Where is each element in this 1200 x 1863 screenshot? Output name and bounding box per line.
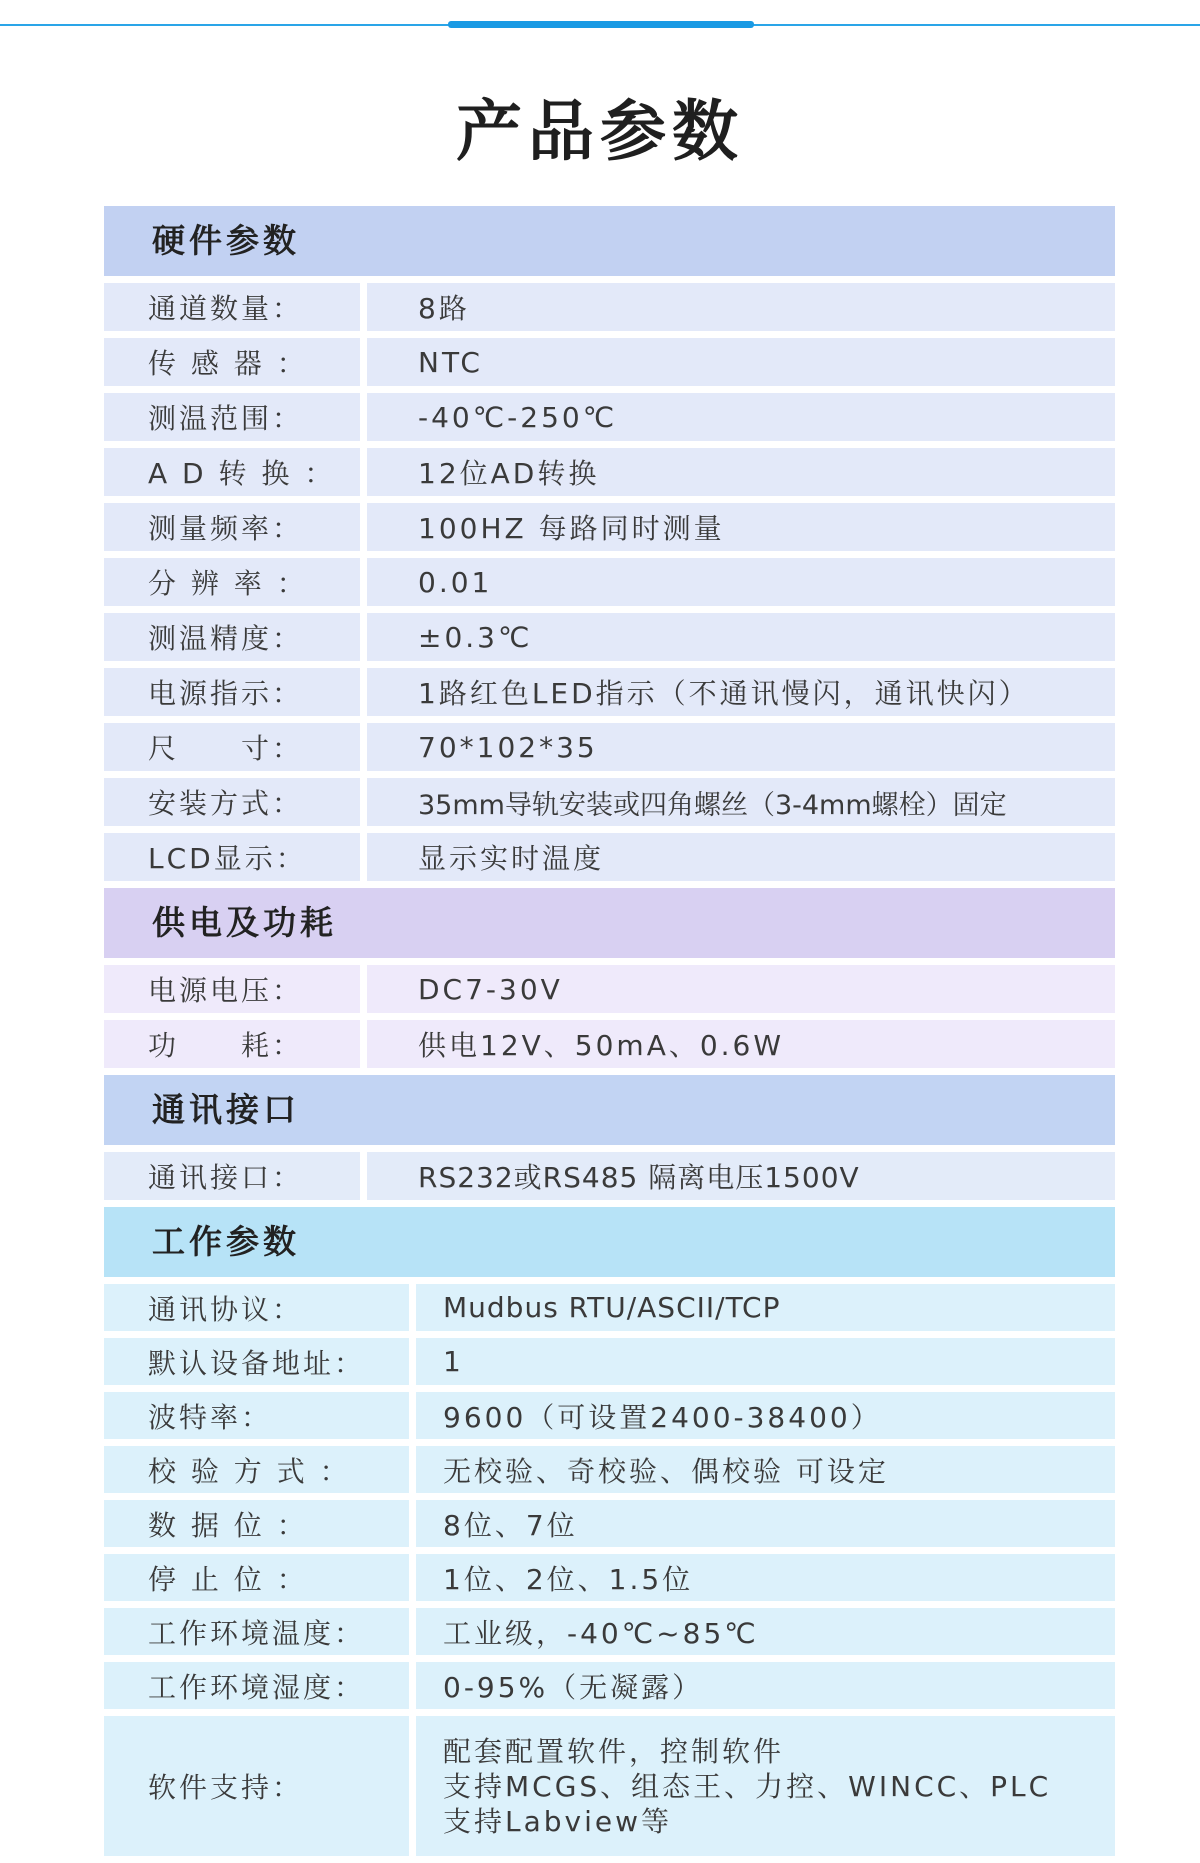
row-value: 显示实时温度	[367, 833, 1115, 881]
table-row	[104, 613, 1115, 661]
row-value: 8位、7位	[416, 1500, 1115, 1547]
row-label: 尺 寸：	[104, 723, 360, 771]
table-row	[104, 1500, 1115, 1547]
table-row	[104, 283, 1115, 331]
section-title: 工作参数	[104, 1207, 1115, 1277]
table-row	[104, 1338, 1115, 1385]
table-row	[104, 668, 1115, 716]
row-label: LCD显示：	[104, 833, 360, 881]
row-value: DC7-30V	[367, 965, 1115, 1013]
row-label: 默认设备地址：	[104, 1338, 409, 1385]
row-label: 通讯接口：	[104, 1152, 360, 1200]
section-title: 通讯接口	[104, 1075, 1115, 1145]
row-value: 0-95%（无凝露）	[416, 1662, 1115, 1709]
section-power	[104, 888, 1115, 1068]
table-row	[104, 1662, 1115, 1709]
row-value: 12位AD转换	[367, 448, 1115, 496]
row-value: Mudbus RTU/ASCII/TCP	[416, 1284, 1115, 1331]
row-label: 工作环境湿度：	[104, 1662, 409, 1709]
software-support-value	[416, 1716, 1115, 1856]
row-label: 测温精度：	[104, 613, 360, 661]
row-value: 8路	[367, 283, 1115, 331]
row-label: 传 感 器 ：	[104, 338, 360, 386]
row-label: 功 耗：	[104, 1020, 360, 1068]
section-title: 硬件参数	[104, 206, 1115, 276]
row-value: 100HZ 每路同时测量	[367, 503, 1115, 551]
row-label: 通道数量：	[104, 283, 360, 331]
table-row	[104, 965, 1115, 1013]
spec-table	[104, 206, 1115, 1863]
section-hardware	[104, 206, 1115, 881]
row-value: 70*102*35	[367, 723, 1115, 771]
row-label: 停 止 位 ：	[104, 1554, 409, 1601]
row-label: 测温范围：	[104, 393, 360, 441]
row-label: 数 据 位 ：	[104, 1500, 409, 1547]
section-title: 供电及功耗	[104, 888, 1115, 958]
table-row	[104, 448, 1115, 496]
software-line: 配套配置软件，控制软件	[443, 1734, 785, 1768]
table-row	[104, 1284, 1115, 1331]
table-row	[104, 778, 1115, 826]
table-row	[104, 1446, 1115, 1493]
row-value: 1路红色LED指示（不通讯慢闪，通讯快闪）	[367, 668, 1115, 716]
table-row	[104, 503, 1115, 551]
row-label: 工作环境温度：	[104, 1608, 409, 1655]
row-label: A D 转 换 ：	[104, 448, 360, 496]
row-value: 无校验、奇校验、偶校验 可设定	[416, 1446, 1115, 1493]
row-label: 通讯协议：	[104, 1284, 409, 1331]
row-value: 1	[416, 1338, 1115, 1385]
table-row	[104, 1608, 1115, 1655]
row-value: NTC	[367, 338, 1115, 386]
table-row	[104, 1020, 1115, 1068]
row-value: 供电12V、50mA、0.6W	[367, 1020, 1115, 1068]
section-comm	[104, 1075, 1115, 1200]
row-value: -40℃-250℃	[367, 393, 1115, 441]
row-value: 工业级，-40℃~85℃	[416, 1608, 1115, 1655]
row-label: 分 辨 率 ：	[104, 558, 360, 606]
page-title: 产品参数	[456, 93, 744, 170]
table-row	[104, 1392, 1115, 1439]
row-label: 测量频率：	[104, 503, 360, 551]
section-working	[104, 1207, 1115, 1856]
row-value: 1位、2位、1.5位	[416, 1554, 1115, 1601]
row-value: 0.01	[367, 558, 1115, 606]
row-value: 35mm导轨安装或四角螺丝（3-4mm螺栓）固定	[367, 778, 1115, 826]
row-label: 校 验 方 式 ：	[104, 1446, 409, 1493]
table-row	[104, 1716, 1115, 1856]
row-value: ±0.3℃	[367, 613, 1115, 661]
top-accent-bar	[448, 21, 754, 28]
table-row	[104, 723, 1115, 771]
row-value: RS232或RS485 隔离电压1500V	[367, 1152, 1115, 1200]
table-row	[104, 558, 1115, 606]
table-row	[104, 338, 1115, 386]
software-line: 支持Labview等	[443, 1804, 673, 1838]
row-label: 安装方式：	[104, 778, 360, 826]
row-label: 波特率：	[104, 1392, 409, 1439]
row-label: 电源指示：	[104, 668, 360, 716]
table-row	[104, 833, 1115, 881]
table-row	[104, 1554, 1115, 1601]
software-line: 支持MCGS、组态王、力控、WINCC、PLC	[443, 1769, 1052, 1803]
table-row	[104, 1152, 1115, 1200]
table-row	[104, 393, 1115, 441]
row-value: 9600（可设置2400-38400）	[416, 1392, 1115, 1439]
row-label: 软件支持：	[104, 1716, 409, 1856]
row-label: 电源电压：	[104, 965, 360, 1013]
